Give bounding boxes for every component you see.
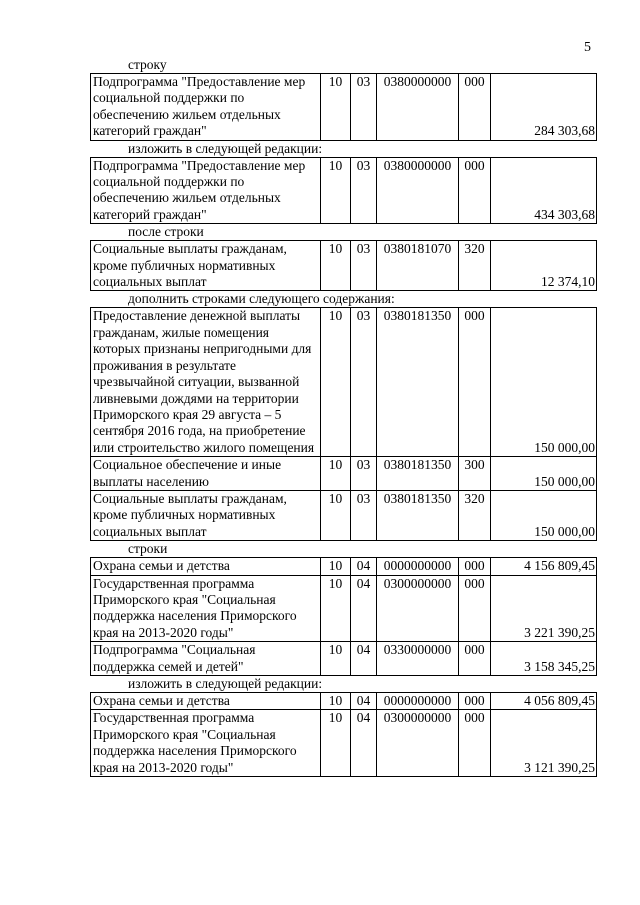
row-subsection: 03 xyxy=(351,308,377,457)
row-target-article: 0330000000 xyxy=(377,642,459,676)
row-section: 10 xyxy=(321,575,351,642)
table-row xyxy=(91,74,597,141)
row-amount: 150 000,00 xyxy=(491,308,597,457)
row-subsection: 04 xyxy=(351,693,377,710)
row-amount: 284 303,68 xyxy=(491,74,597,141)
row-section: 10 xyxy=(321,457,351,491)
row-subsection: 04 xyxy=(351,558,377,575)
row-amount: 12 374,10 xyxy=(491,241,597,291)
row-expense-type: 000 xyxy=(459,693,491,710)
row-target-article: 0380000000 xyxy=(377,74,459,141)
table-row xyxy=(91,308,597,457)
row-subsection: 03 xyxy=(351,457,377,491)
row-target-article: 0380181350 xyxy=(377,308,459,457)
row-target-article: 0000000000 xyxy=(377,558,459,575)
row-expense-type: 320 xyxy=(459,490,491,540)
table-row xyxy=(91,157,597,224)
row-section: 10 xyxy=(321,558,351,575)
block-caption: строки xyxy=(128,541,168,557)
table-row xyxy=(91,575,597,642)
block-caption: после строки xyxy=(128,224,204,240)
row-name: Социальное обеспечение и иные выплаты населению xyxy=(91,457,321,491)
row-expense-type: 000 xyxy=(459,710,491,777)
row-name: Предоставление денежной выплаты гражданам, жилые помещения которых признаны непригодными для проживания в результате чрезвычайной ситуации, вызванной ливневыми дождями на территории Приморского края 29 августа – 5 сентября 2016 года, на приобретение или строительство жилого помещения xyxy=(91,308,321,457)
row-subsection: 03 xyxy=(351,490,377,540)
row-expense-type: 000 xyxy=(459,157,491,224)
row-section: 10 xyxy=(321,490,351,540)
row-target-article: 0380181350 xyxy=(377,490,459,540)
row-expense-type: 000 xyxy=(459,74,491,141)
block-caption: строку xyxy=(128,57,167,72)
row-name: Государственная программа Приморского края "Социальная поддержка населения Приморского края на 2013-2020 годы" xyxy=(91,710,321,777)
table-row xyxy=(91,710,597,777)
row-subsection: 03 xyxy=(351,241,377,291)
row-name: Государственная программа Приморского края "Социальная поддержка населения Приморского края на 2013-2020 годы" xyxy=(91,575,321,642)
block-caption: дополнить строками следующего содержания: xyxy=(128,291,395,307)
budget-table xyxy=(90,157,597,225)
row-target-article: 0000000000 xyxy=(377,693,459,710)
row-target-article: 0380181070 xyxy=(377,241,459,291)
row-section: 10 xyxy=(321,157,351,224)
row-target-article: 0380181350 xyxy=(377,457,459,491)
row-section: 10 xyxy=(321,74,351,141)
row-name: Социальные выплаты гражданам, кроме публичных нормативных социальных выплат xyxy=(91,241,321,291)
row-section: 10 xyxy=(321,642,351,676)
row-section: 10 xyxy=(321,241,351,291)
row-name: Охрана семьи и детства xyxy=(91,693,321,710)
row-name: Социальные выплаты гражданам, кроме публичных нормативных социальных выплат xyxy=(91,490,321,540)
page-number: 5 xyxy=(584,40,591,55)
row-amount: 3 158 345,25 xyxy=(491,642,597,676)
block-caption: изложить в следующей редакции: xyxy=(128,676,323,691)
row-section: 10 xyxy=(321,308,351,457)
row-subsection: 04 xyxy=(351,575,377,642)
row-amount: 150 000,00 xyxy=(491,490,597,540)
row-name: Охрана семьи и детства xyxy=(91,558,321,575)
row-name: Подпрограмма "Предоставление мер социальной поддержки по обеспечению жильем отдельных категорий граждан" xyxy=(91,74,321,141)
budget-table xyxy=(90,557,597,676)
row-name: Подпрограмма "Предоставление мер социальной поддержки по обеспечению жильем отдельных категорий граждан" xyxy=(91,157,321,224)
row-amount: 3 221 390,25 xyxy=(491,575,597,642)
row-expense-type: 000 xyxy=(459,642,491,676)
table-row xyxy=(91,642,597,676)
row-amount: 4 156 809,45 xyxy=(491,558,597,575)
row-expense-type: 000 xyxy=(459,575,491,642)
table-row xyxy=(91,490,597,540)
row-expense-type: 320 xyxy=(459,241,491,291)
row-target-article: 0300000000 xyxy=(377,575,459,642)
table-row xyxy=(91,457,597,491)
budget-table xyxy=(90,73,597,141)
block-caption: изложить в следующей редакции: xyxy=(128,140,323,156)
row-section: 10 xyxy=(321,710,351,777)
document-body xyxy=(90,57,596,777)
table-row xyxy=(91,241,597,291)
row-amount: 150 000,00 xyxy=(491,457,597,491)
row-section: 10 xyxy=(321,693,351,710)
row-amount: 434 303,68 xyxy=(491,157,597,224)
row-subsection: 03 xyxy=(351,157,377,224)
row-expense-type: 000 xyxy=(459,308,491,457)
table-row xyxy=(91,693,597,710)
row-subsection: 04 xyxy=(351,642,377,676)
row-amount: 3 121 390,25 xyxy=(491,710,597,777)
budget-table xyxy=(90,307,597,541)
row-subsection: 04 xyxy=(351,710,377,777)
row-subsection: 03 xyxy=(351,74,377,141)
row-expense-type: 300 xyxy=(459,457,491,491)
row-expense-type: 000 xyxy=(459,558,491,575)
budget-table xyxy=(90,240,597,291)
row-target-article: 0380000000 xyxy=(377,157,459,224)
budget-table xyxy=(90,692,597,777)
row-name: Подпрограмма "Социальная поддержка семей и детей" xyxy=(91,642,321,676)
row-amount: 4 056 809,45 xyxy=(491,693,597,710)
row-target-article: 0300000000 xyxy=(377,710,459,777)
table-row xyxy=(91,558,597,575)
